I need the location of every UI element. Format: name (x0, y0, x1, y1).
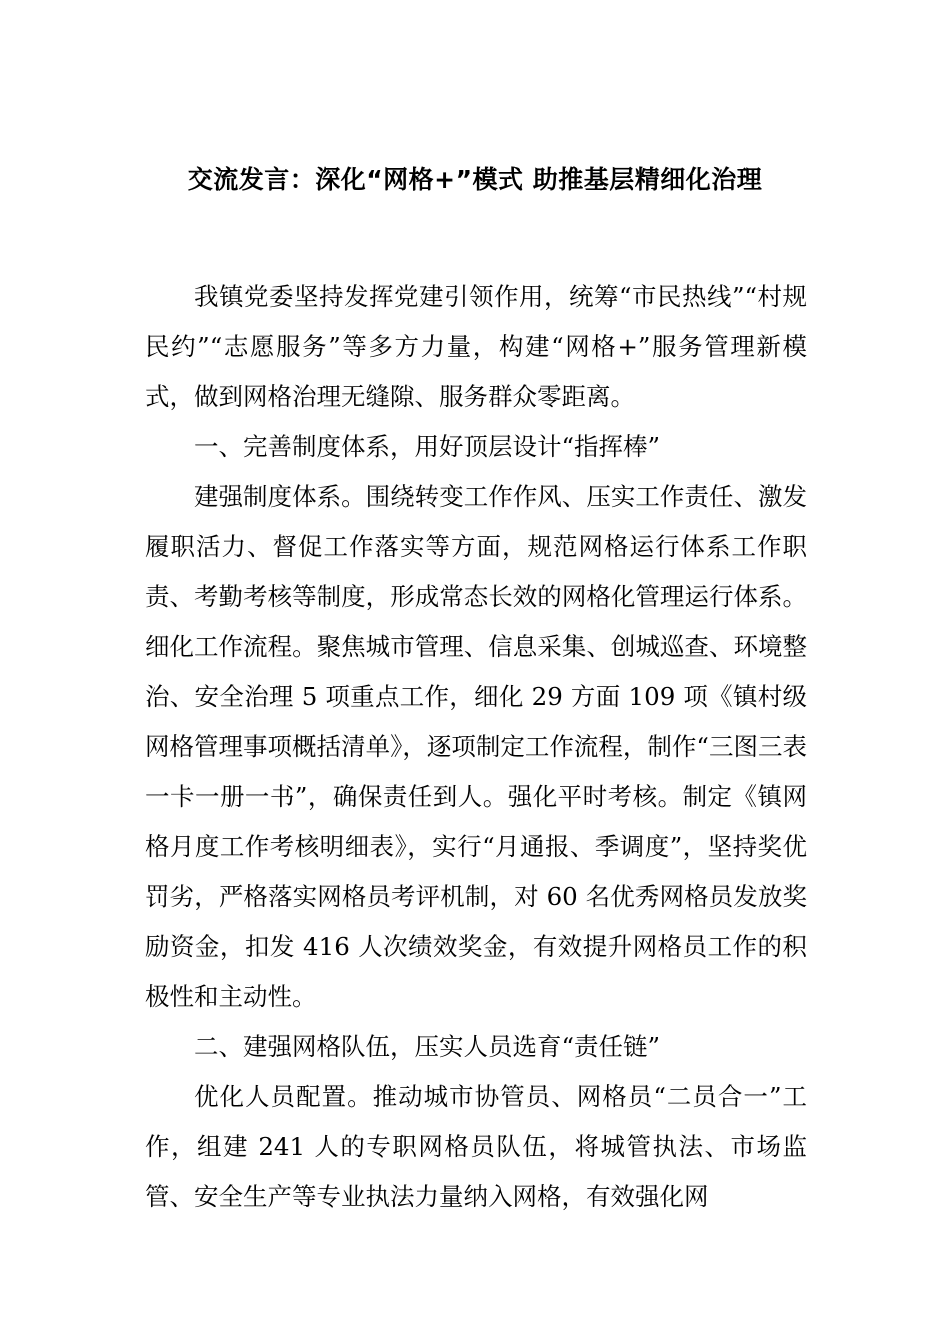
paragraph-section-2: 优化人员配置。推动城市协管员、网格员“二员合一”工作，组建 241 人的专职网格员队伍，将城管执法、市场监管、安全生产等专业执法力量纳入网格，有效强化网 (145, 1082, 807, 1211)
document-title: 交流发言：深化“网格+”模式 助推基层精细化治理 (187, 165, 763, 194)
paragraph-intro: 我镇党委坚持发挥党建引领作用，统筹“市民热线”“村规民约”“志愿服务”等多方力量，构建“网格+”服务管理新模式，做到网格治理无缝隙、服务群众零距离。 (145, 282, 807, 411)
paragraph-section-1: 建强制度体系。围绕转变工作作风、压实工作责任、激发履职活力、督促工作落实等方面，规范网格运行体系工作职责、考勤考核等制度，形成常态长效的网格化管理运行体系。细化工作流程。聚焦城市管理、信息采集、创城巡查、环境整治、安全治理 5 项重点工作，细化 29 方面 109 项《镇村级网格管理事项概括清单》，逐项制定工作流程，制作“三图三表一卡一册一书”，确保责任到人。强化平时考核。制定《镇网格月度工作考核明细表》，实行“月通报、季调度”，坚持奖优罚劣，严格落实网格员考评机制，对 60 名优秀网格员发放奖励资金，扣发 416 人次绩效奖金，有效提升网格员工作的积极性和主动性。 (145, 482, 807, 1011)
section-heading-2: 二、建强网格队伍，压实人员选育“责任链” (194, 1032, 661, 1061)
document-body (145, 272, 807, 1222)
section-heading-1: 一、完善制度体系，用好顶层设计“指挥棒” (194, 432, 661, 461)
